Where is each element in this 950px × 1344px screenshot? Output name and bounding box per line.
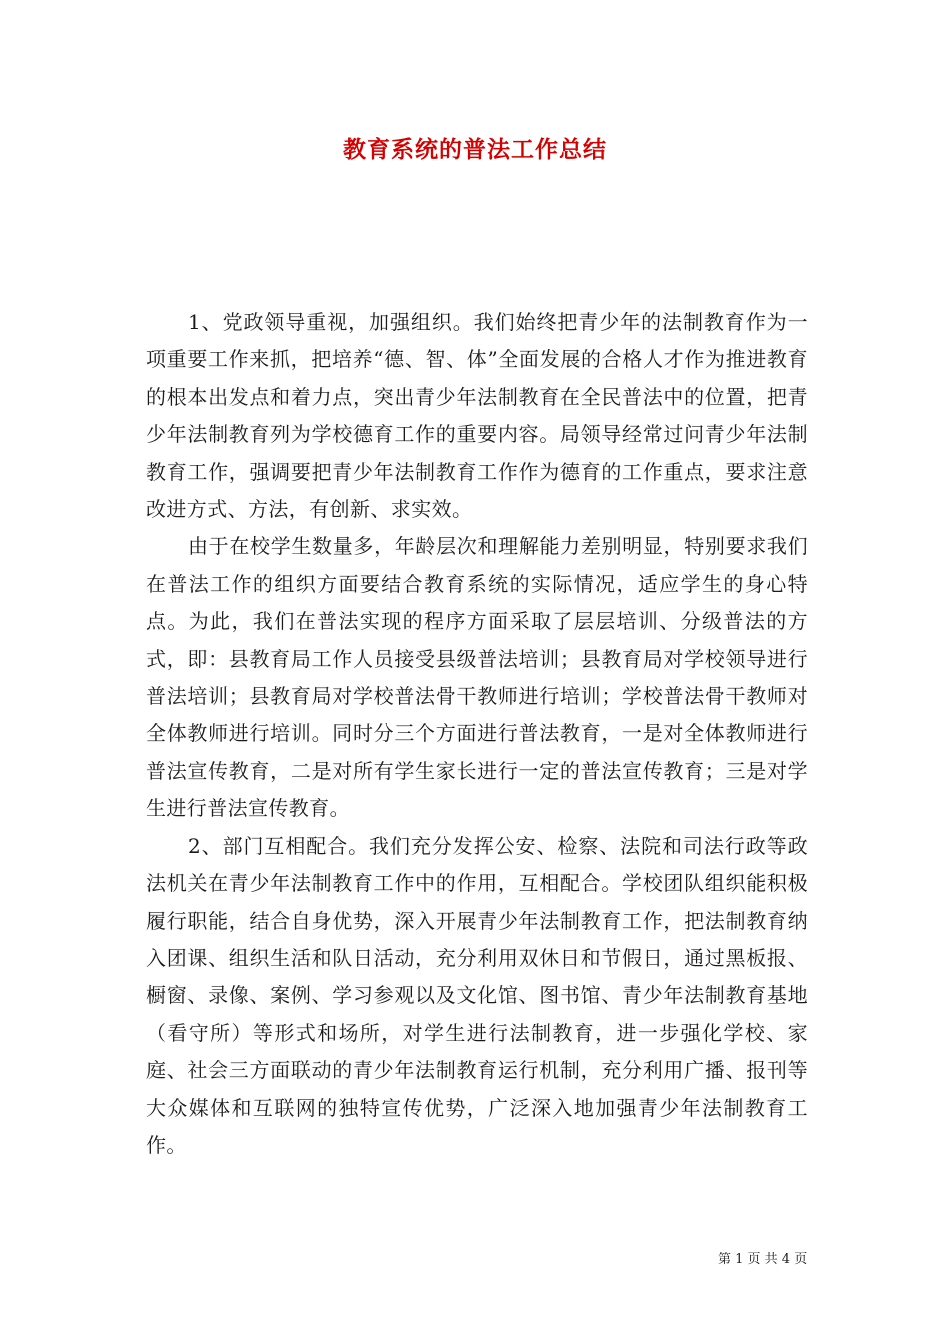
paragraph-3: 2、部门互相配合。我们充分发挥公安、检察、法院和司法行政等政法机关在青少年法制教育工作中的作用，互相配合。学校团队组织能积极履行职能，结合自身优势，深入开展青少年法制教育工作，把法制教育纳入团课、组织生活和队日活动，充分利用双休日和节假日，通过黑板报、橱窗、录像、案例、学习参观以及文化馆、图书馆、青少年法制教育基地（看守所）等形式和场所，对学生进行法制教育，进一步强化学校、家庭、社会三方面联动的青少年法制教育运行机制，充分利用广播、报刊等大众媒体和互联网的独特宣传优势，广泛深入地加强青少年法制教育工作。 (146, 833, 808, 1157)
paragraph-1: 1、党政领导重视，加强组织。我们始终把青少年的法制教育作为一项重要工作来抓，把培养“德、智、体”全面发展的合格人才作为推进教育的根本出发点和着力点，突出青少年法制教育在全民普法中的位置，把青少年法制教育列为学校德育工作的重要内容。局领导经常过问青少年法制教育工作，强调要把青少年法制教育工作作为德育的工作重点，要求注意改进方式、方法，有创新、求实效。 (146, 310, 808, 522)
document-title: 教育系统的普法工作总结 (343, 136, 607, 163)
paragraph-2: 由于在校学生数量多，年龄层次和理解能力差别明显，特别要求我们在普法工作的组织方面要结合教育系统的实际情况，适应学生的身心特点。为此，我们在普法实现的程序方面采取了层层培训、分级普法的方式，即：县教育局工作人员接受县级普法培训；县教育局对学校领导进行普法培训；县教育局对学校普法骨干教师进行培训；学校普法骨干教师对全体教师进行培训。同时分三个方面进行普法教育，一是对全体教师进行普法宣传教育，二是对所有学生家长进行一定的普法宣传教育；三是对学生进行普法宣传教育。 (146, 534, 808, 821)
page-number: 第 1 页 共 4 页 (718, 1252, 808, 1267)
document-body (146, 304, 808, 1164)
